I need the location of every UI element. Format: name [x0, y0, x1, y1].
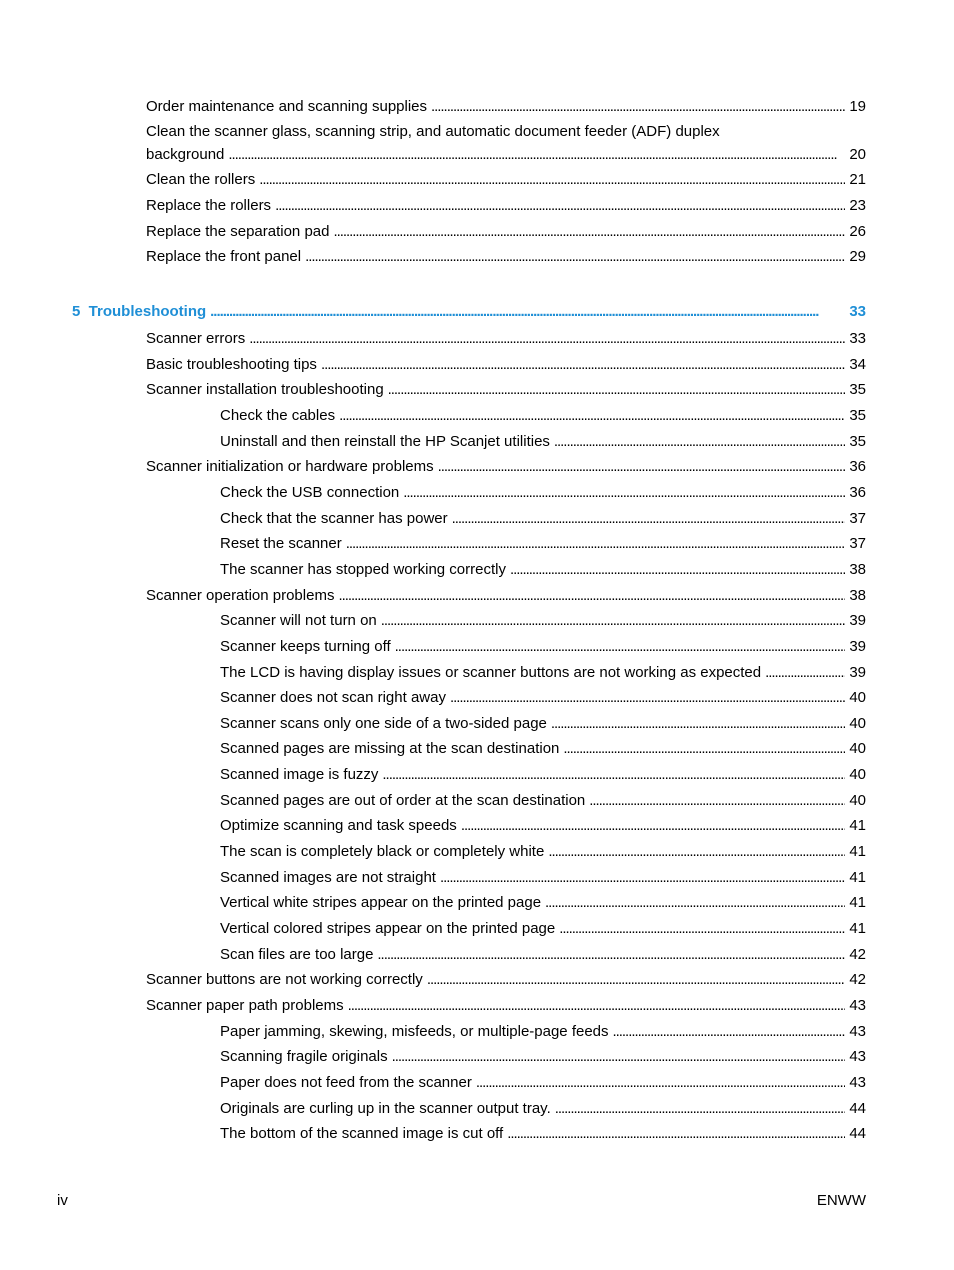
dot-leader: [346, 534, 846, 554]
dot-leader: [339, 406, 845, 426]
toc-entry-page: 39: [849, 664, 866, 681]
toc-entry-page: 40: [849, 766, 866, 783]
dot-leader: [259, 170, 845, 190]
toc-entry-title: Scanner installation troubleshooting: [146, 381, 384, 398]
dot-leader: [427, 970, 846, 990]
toc-subentry[interactable]: [220, 560, 866, 580]
toc-entry-page: 38: [849, 587, 866, 604]
dot-leader: [545, 893, 845, 913]
toc-entry-page: 42: [849, 946, 866, 963]
toc-subentry[interactable]: [220, 611, 866, 631]
toc-subentry[interactable]: [220, 1124, 866, 1144]
toc-entry-page: 41: [849, 920, 866, 937]
toc-entry[interactable]: [146, 170, 866, 190]
dot-leader: [450, 688, 845, 708]
toc-entry-title: Scanned image is fuzzy: [220, 766, 379, 783]
toc-entry-page: 33: [849, 330, 866, 347]
toc-entry-page: 34: [849, 356, 866, 373]
toc-entry[interactable]: [146, 222, 866, 242]
toc-entry-page: 36: [849, 484, 866, 501]
toc-subentry[interactable]: [220, 1047, 866, 1067]
dot-leader: [559, 919, 845, 939]
toc-chapter-page: 33: [849, 303, 866, 320]
toc-entry-title: Scanning fragile originals: [220, 1048, 388, 1065]
toc-subentry[interactable]: [220, 816, 866, 836]
toc-entry-page: 35: [849, 407, 866, 424]
dot-leader: [548, 842, 845, 862]
toc-subentry[interactable]: [220, 893, 866, 913]
toc-entry-title: Scanner does not scan right away: [220, 689, 446, 706]
toc-entry-title: Basic troubleshooting tips: [146, 356, 317, 373]
toc-entry-page: 39: [849, 638, 866, 655]
dot-leader: [321, 355, 845, 375]
toc-subentry[interactable]: [220, 534, 866, 554]
dot-leader: [507, 1124, 845, 1144]
dot-leader: [440, 868, 845, 888]
toc-entry[interactable]: [146, 145, 866, 165]
toc-entry-page: 41: [849, 869, 866, 886]
toc-subentry[interactable]: [220, 663, 866, 683]
dot-leader: [613, 1022, 846, 1042]
toc-entry-page: 40: [849, 792, 866, 809]
dot-leader: [392, 1047, 846, 1067]
toc-entry[interactable]: [146, 329, 866, 349]
toc-entry-page: 26: [849, 223, 866, 240]
toc-entry-title: Vertical white stripes appear on the printed page: [220, 894, 542, 911]
toc-entry-page: 41: [849, 817, 866, 834]
toc-entry-title: Check that the scanner has power: [220, 510, 448, 527]
dot-leader: [452, 509, 846, 529]
toc-entry-title: Replace the front panel: [146, 248, 302, 265]
toc-chapter-entry[interactable]: [72, 302, 866, 322]
dot-leader: [305, 247, 845, 267]
dot-leader: [381, 611, 846, 631]
toc-entry[interactable]: [146, 457, 866, 477]
toc-entry-title: Scanner operation problems: [146, 587, 335, 604]
toc-entry-title: The scan is completely black or completely white: [220, 843, 545, 860]
toc-entry-page: 42: [849, 971, 866, 988]
toc-entry-title: Scanned pages are missing at the scan destination: [220, 740, 560, 757]
toc-subentry[interactable]: [220, 432, 866, 452]
dot-leader: [228, 145, 845, 165]
toc-entry[interactable]: [146, 380, 866, 400]
dot-leader: [338, 586, 845, 606]
toc-entry-title: Check the cables: [220, 407, 336, 424]
toc-subentry[interactable]: [220, 714, 866, 734]
toc-entry-page: 43: [849, 997, 866, 1014]
toc-entry-title: Uninstall and then reinstall the HP Scanjet utilities: [220, 433, 550, 450]
toc-entry-title: Replace the rollers: [146, 197, 272, 214]
toc-entry-page: 41: [849, 843, 866, 860]
toc-entry[interactable]: [146, 996, 866, 1016]
toc-subentry[interactable]: [220, 765, 866, 785]
toc-entry-title: Replace the separation pad: [146, 223, 330, 240]
toc-entry-page: 35: [849, 381, 866, 398]
dot-leader: [438, 457, 846, 477]
toc-subentry[interactable]: [220, 1073, 866, 1093]
toc-subentry[interactable]: [220, 945, 866, 965]
toc-subentry[interactable]: [220, 842, 866, 862]
dot-leader: [403, 483, 845, 503]
toc-entry-title: The bottom of the scanned image is cut off: [220, 1125, 504, 1142]
toc-entry-title: Scanner paper path problems: [146, 997, 344, 1014]
toc-entry-page: 40: [849, 715, 866, 732]
toc-subentry[interactable]: [220, 688, 866, 708]
toc-entry-page: 37: [849, 510, 866, 527]
footer-page-number: iv: [57, 1192, 68, 1209]
toc-entry[interactable]: [146, 355, 866, 375]
toc-entry-page: 36: [849, 458, 866, 475]
toc-entry-title: Scan files are too large: [220, 946, 374, 963]
toc-entry-title: Scanner keeps turning off: [220, 638, 391, 655]
toc-entry-page: 40: [849, 689, 866, 706]
toc-entry-title: Scanner scans only one side of a two-sided page: [220, 715, 547, 732]
dot-leader: [510, 560, 845, 580]
toc-entry-page: 44: [849, 1125, 866, 1142]
dot-leader: [563, 739, 845, 759]
toc-subentry[interactable]: [220, 919, 866, 939]
dot-leader: [395, 637, 846, 657]
toc-entry-title: The LCD is having display issues or scanner buttons are not working as expected: [220, 664, 762, 681]
toc-entry-page: 35: [849, 433, 866, 450]
toc-entry-page: 43: [849, 1023, 866, 1040]
toc-entry-title: Paper jamming, skewing, misfeeds, or multiple-page feeds: [220, 1023, 609, 1040]
dot-leader: [476, 1073, 845, 1093]
toc-entry-page: 37: [849, 535, 866, 552]
toc-entry-title: Reset the scanner: [220, 535, 342, 552]
dot-leader: [551, 714, 845, 734]
toc-subentry[interactable]: [220, 1022, 866, 1042]
toc-entry-title: Check the USB connection: [220, 484, 400, 501]
dot-leader: [388, 380, 846, 400]
toc-entry-page: 29: [849, 248, 866, 265]
dot-leader: [431, 97, 845, 117]
toc-entry-page: 41: [849, 894, 866, 911]
toc-entry-page: 23: [849, 197, 866, 214]
toc-entry-title: Vertical colored stripes appear on the printed page: [220, 920, 556, 937]
toc-entry-title: Scanner errors: [146, 330, 246, 347]
dot-leader: [765, 663, 845, 683]
toc-subentry[interactable]: [220, 509, 866, 529]
toc-entry-page: 44: [849, 1100, 866, 1117]
toc-subentry[interactable]: [220, 483, 866, 503]
toc-entry-title: Originals are curling up in the scanner output tray.: [220, 1100, 551, 1117]
toc-subentry[interactable]: [220, 739, 866, 759]
toc-entry-page: 40: [849, 740, 866, 757]
toc-entry[interactable]: [146, 196, 866, 216]
dot-leader: [249, 329, 845, 349]
toc-entry[interactable]: [146, 247, 866, 267]
toc-entry-page: 21: [849, 171, 866, 188]
toc-subentry[interactable]: [220, 1099, 866, 1119]
toc-entry[interactable]: [146, 970, 866, 990]
dot-leader: [589, 791, 845, 811]
toc-entry-title: Scanner initialization or hardware problems: [146, 458, 434, 475]
toc-entry-title: Scanned images are not straight: [220, 869, 436, 886]
dot-leader: [554, 432, 845, 452]
toc-entry-title: Scanner buttons are not working correctly: [146, 971, 423, 988]
toc-chapter-title: 5 Troubleshooting: [72, 303, 207, 320]
toc-entry-title: Scanner will not turn on: [220, 612, 377, 629]
toc-entry-title-line1[interactable]: Clean the scanner glass, scanning strip, and automatic document feeder (ADF) duplex: [146, 123, 720, 140]
toc-entry-title: Paper does not feed from the scanner: [220, 1074, 472, 1091]
dot-leader: [333, 222, 845, 242]
toc-entry-page: 43: [849, 1074, 866, 1091]
toc-subentry[interactable]: [220, 637, 866, 657]
dot-leader: [348, 996, 846, 1016]
toc-entry-title: Scanned pages are out of order at the scan destination: [220, 792, 586, 809]
toc-subentry[interactable]: [220, 406, 866, 426]
toc-entry-title: Optimize scanning and task speeds: [220, 817, 457, 834]
dot-leader: [555, 1099, 846, 1119]
toc-entry-title: Order maintenance and scanning supplies: [146, 98, 428, 115]
toc-entry-page: 39: [849, 612, 866, 629]
toc-entry-page: 38: [849, 561, 866, 578]
toc-entry-page: 19: [849, 98, 866, 115]
toc-entry-title: background: [146, 146, 225, 163]
footer-label: ENWW: [816, 1192, 866, 1209]
toc-entry-title: The scanner has stopped working correctly: [220, 561, 506, 578]
dot-leader: [210, 302, 845, 322]
dot-leader: [377, 945, 845, 965]
dot-leader: [461, 816, 846, 836]
toc-entry-page: 20: [849, 146, 866, 163]
toc-subentry[interactable]: [220, 868, 866, 888]
dot-leader: [382, 765, 845, 785]
dot-leader: [275, 196, 845, 216]
toc-entry-page: 43: [849, 1048, 866, 1065]
toc-entry[interactable]: [146, 586, 866, 606]
toc-entry[interactable]: [146, 97, 866, 117]
toc-subentry[interactable]: [220, 791, 866, 811]
toc-entry-title: Clean the rollers: [146, 171, 256, 188]
